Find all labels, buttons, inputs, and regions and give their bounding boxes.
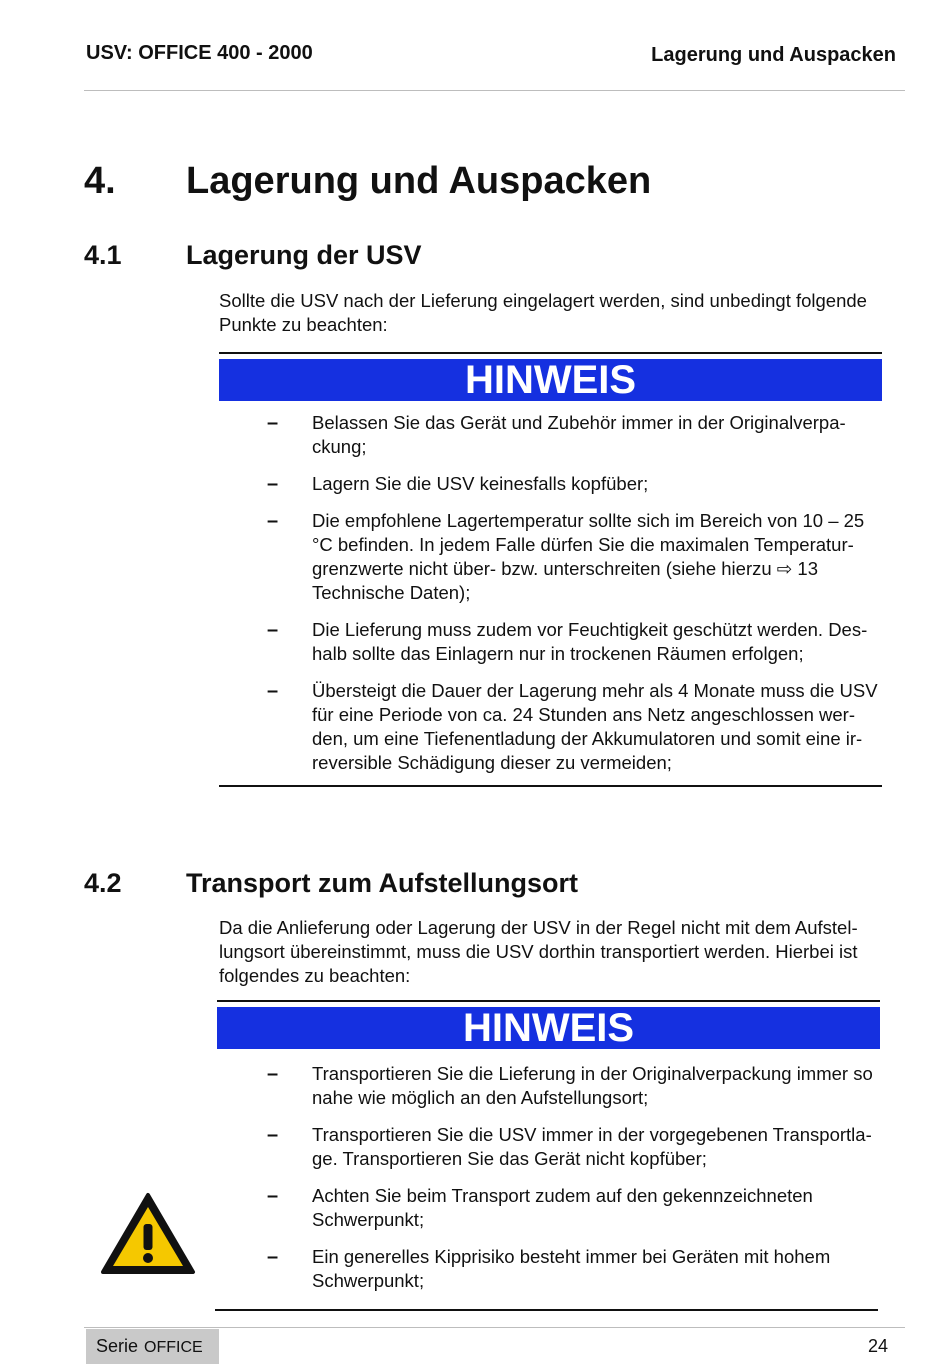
list-marker: – [267,1185,279,1207]
page-number: 24 [867,1336,888,1356]
section-intro: Sollte die USV nach der Lieferung eingelagert werden, sind unbedingt folgende Punkte zu beachten: [219,290,867,335]
notice-banner: HINWEIS [217,1007,880,1049]
list-marker: – [267,1124,279,1146]
footer-serie: Serie [96,1336,139,1356]
chapter-title: Lagerung und Auspacken [186,160,652,202]
warning-triangle-icon [100,1192,196,1276]
list-marker: – [267,412,279,434]
list-item-text: Transportieren Sie die USV immer in der vorgegebenen Transportla- ge. Transportieren Sie das Gerät nicht kopfüber; [312,1124,872,1169]
list-marker: – [267,680,279,702]
footer-series-label [86,1329,219,1364]
list-item-text: Belassen Sie das Gerät und Zubehör immer in der Originalverpa- ckung; [312,412,846,457]
list-item [219,472,894,496]
notice-bottom-rule [215,1309,878,1311]
section-title: Lagerung der USV [186,240,422,270]
list-marker: – [267,1063,279,1085]
list-item [219,1245,894,1293]
list-item-text: Lagern Sie die USV keinesfalls kopfüber; [312,473,649,494]
section-title: Transport zum Aufstellungsort [186,868,579,898]
running-header-left: USV: OFFICE 400 - 2000 [86,42,313,64]
running-header-right: Lagerung und Auspacken [651,44,896,66]
list-marker: – [267,510,279,532]
list-item-text: Achten Sie beim Transport zudem auf den gekennzeichneten Schwerpunkt; [312,1185,813,1230]
storage-notice-list [219,411,894,788]
section-number: 4.1 [84,240,122,270]
footer-office: OFFICE [144,1339,203,1356]
list-marker: – [267,1246,279,1268]
list-item [219,1184,894,1232]
notice-banner: HINWEIS [219,359,882,401]
section-intro: Da die Anlieferung oder Lagerung der USV in der Regel nicht mit dem Aufstel- lungsort übereinstimmt, muss die USV dorthin transportiert werden. Hierbei ist folgendes zu beachten: [219,917,858,986]
list-item [219,411,894,459]
list-item-text: Die Lieferung muss zudem vor Feuchtigkeit geschützt werden. Des- halb sollte das Einlagern nur in trockenen Räumen erfolgen; [312,619,868,664]
transport-notice-list [219,1062,894,1306]
section-number: 4.2 [84,868,122,898]
list-item [219,509,894,605]
notice-top-rule [219,352,882,354]
list-item [219,1123,894,1171]
list-item [219,618,894,666]
list-item-text: Ein generelles Kipprisiko besteht immer bei Geräten mit hohem Schwerpunkt; [312,1246,831,1291]
footer-divider [84,1327,905,1328]
notice-top-rule [217,1000,880,1002]
chapter-number: 4. [84,160,116,202]
notice-bottom-rule [219,785,882,787]
list-item [219,679,894,775]
list-item-text: Transportieren Sie die Lieferung in der Originalverpackung immer so nahe wie möglich an den Aufstellungsort; [312,1063,873,1108]
list-item-text: Die empfohlene Lagertemperatur sollte sich im Bereich von 10 – 25 °C befinden. In jedem Falle dürfen Sie die maximalen Temperatur- grenzwerte nicht über- bzw. unterschreiten (siehe hierzu ⇨ 13 Technische Daten); [312,510,865,603]
list-item [219,1062,894,1110]
list-item-text: Übersteigt die Dauer der Lagerung mehr als 4 Monate muss die USV für eine Periode von ca. 24 Stunden ans Netz angeschlossen wer- den, um eine Tiefenentladung der Akkumulatoren und somit eine ir- reversible Schädigung dieser zu vermeiden; [312,680,878,773]
list-marker: – [267,473,279,495]
list-marker: – [267,619,279,641]
header-divider [84,90,905,91]
